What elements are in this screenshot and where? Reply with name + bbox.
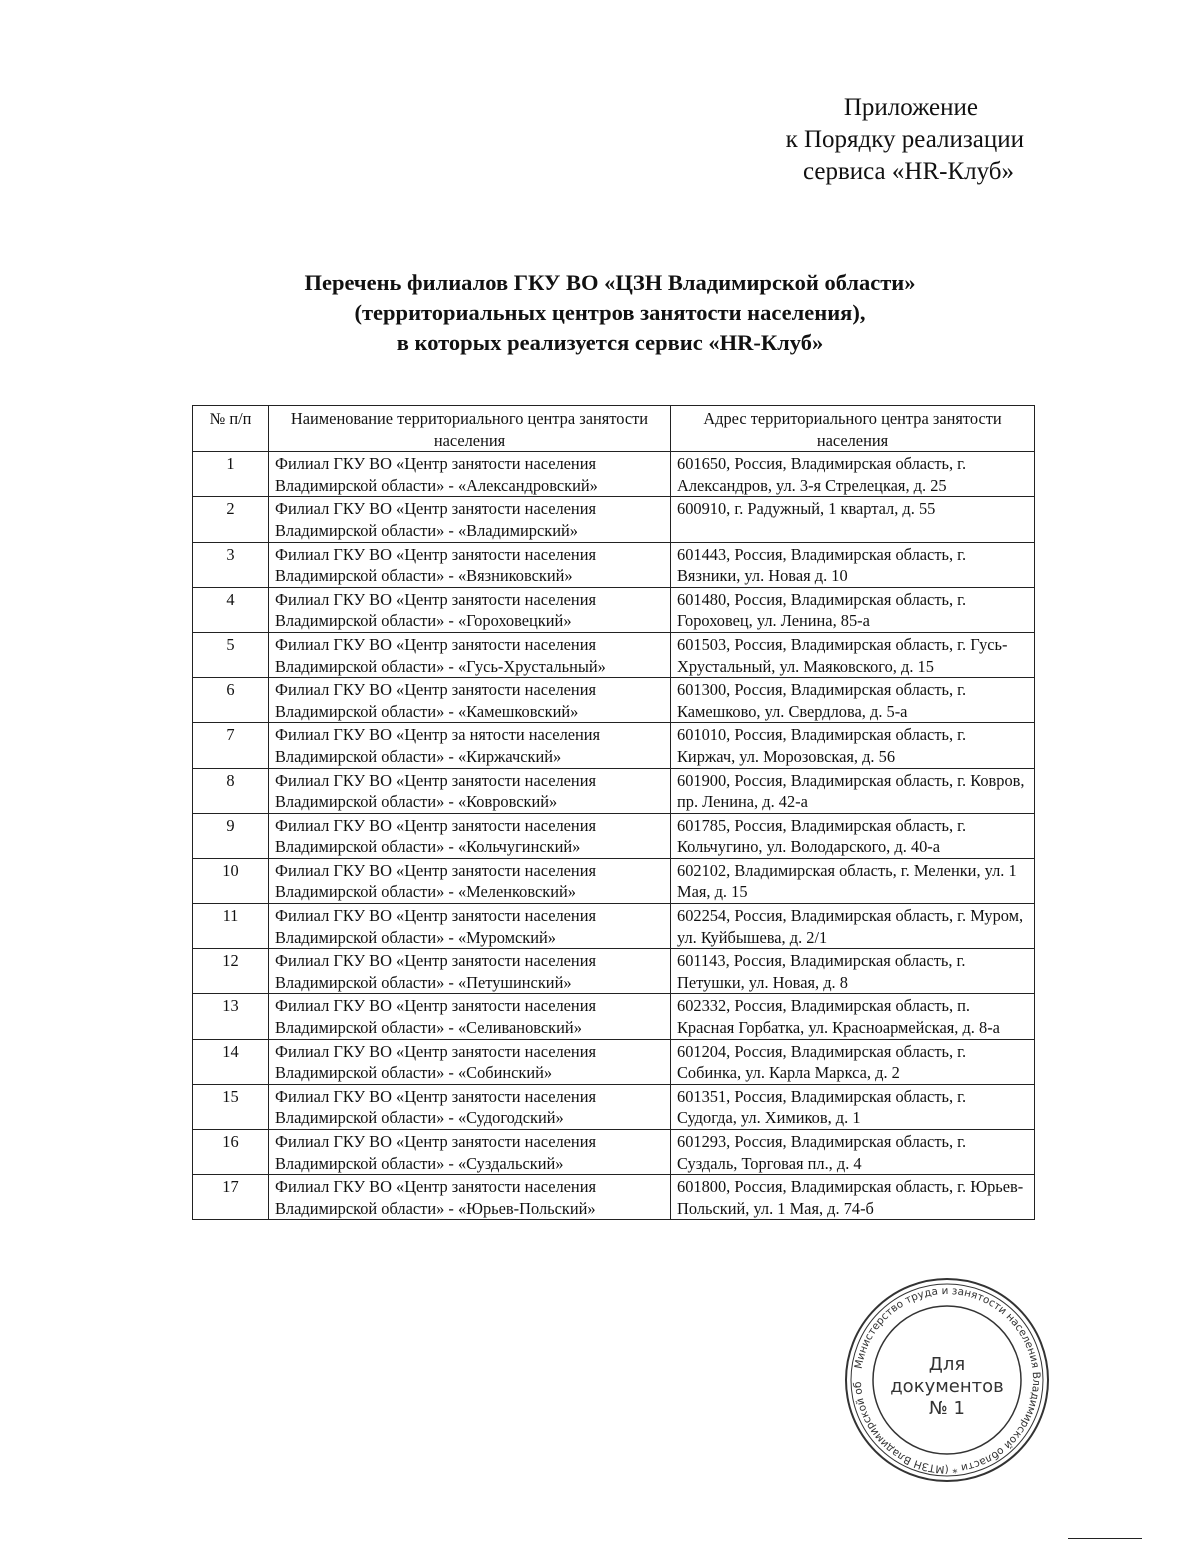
table-row (193, 904, 1035, 949)
row-address: 601351, Россия, Владимирская область, г. Судогда, ул. Химиков, д. 1 (671, 1084, 1035, 1129)
row-address: 602102, Владимирская область, г. Меленки, ул. 1 Мая, д. 15 (671, 858, 1035, 903)
row-branch-name: Филиал ГКУ ВО «Центр занятости населения Владимирской области» - «Меленковский» (269, 858, 671, 903)
title-line-2: (территориальных центров занятости населения), (354, 300, 866, 325)
row-branch-name: Филиал ГКУ ВО «Центр занятости населения Владимирской области» - «Вязниковский» (269, 542, 671, 587)
table-row (193, 723, 1035, 768)
table-row (193, 1175, 1035, 1220)
row-address: 601650, Россия, Владимирская область, г. Александров, ул. 3-я Стрелецкая, д. 25 (671, 452, 1035, 497)
row-address: 601300, Россия, Владимирская область, г. Камешково, ул. Свердлова, д. 5-а (671, 678, 1035, 723)
table-row (193, 1039, 1035, 1084)
appendix-note (704, 92, 1024, 188)
header-address: Адрес территориального центра занятости населения (671, 406, 1035, 452)
table-row (193, 813, 1035, 858)
row-number: 15 (193, 1084, 269, 1129)
row-address: 601204, Россия, Владимирская область, г. Собинка, ул. Карла Маркса, д. 2 (671, 1039, 1035, 1084)
row-number: 9 (193, 813, 269, 858)
stamp-line-1: Для (928, 1354, 966, 1375)
row-number: 6 (193, 678, 269, 723)
row-branch-name: Филиал ГКУ ВО «Центр занятости населения Владимирской области» - «Владимирский» (269, 497, 671, 542)
table-row (193, 949, 1035, 994)
row-number: 7 (193, 723, 269, 768)
row-number: 11 (193, 904, 269, 949)
row-number: 2 (193, 497, 269, 542)
row-address: 602332, Россия, Владимирская область, п. Красная Горбатка, ул. Красноармейская, д. 8-а (671, 994, 1035, 1039)
row-branch-name: Филиал ГКУ ВО «Центр занятости населения Владимирской области» - «Гусь-Хрустальный» (269, 632, 671, 677)
row-branch-name: Филиал ГКУ ВО «Центр занятости населения Владимирской области» - «Суздальский» (269, 1130, 671, 1175)
row-address: 601503, Россия, Владимирская область, г. Гусь-Хрустальный, ул. Маяковского, д. 15 (671, 632, 1035, 677)
row-address: 601800, Россия, Владимирская область, г. Юрьев-Польский, ул. 1 Мая, д. 74-б (671, 1175, 1035, 1220)
row-number: 1 (193, 452, 269, 497)
table-row (193, 1084, 1035, 1129)
row-address: 601443, Россия, Владимирская область, г. Вязники, ул. Новая д. 10 (671, 542, 1035, 587)
row-branch-name: Филиал ГКУ ВО «Центр занятости населения Владимирской области» - «Селивановский» (269, 994, 671, 1039)
row-branch-name: Филиал ГКУ ВО «Центр за нятости населения Владимирской области» - «Киржачский» (269, 723, 671, 768)
row-number: 13 (193, 994, 269, 1039)
title-line-3: в которых реализуется сервис «HR-Клуб» (396, 330, 824, 355)
table-row (193, 858, 1035, 903)
row-number: 8 (193, 768, 269, 813)
table-row (193, 994, 1035, 1039)
header-name: Наименование территориального центра занятости населения (269, 406, 671, 452)
row-branch-name: Филиал ГКУ ВО «Центр занятости населения Владимирской области» - «Кольчугинский» (269, 813, 671, 858)
row-number: 16 (193, 1130, 269, 1175)
row-branch-name: Филиал ГКУ ВО «Центр занятости населения Владимирской области» - «Александровский» (269, 452, 671, 497)
row-branch-name: Филиал ГКУ ВО «Центр занятости населения Владимирской области» - «Судогодский» (269, 1084, 671, 1129)
title-line-1: Перечень филиалов ГКУ ВО «ЦЗН Владимирской области» (304, 270, 916, 295)
row-address: 602254, Россия, Владимирская область, г. Муром, ул. Куйбышева, д. 2/1 (671, 904, 1035, 949)
row-address: 601143, Россия, Владимирская область, г. Петушки, ул. Новая, д. 8 (671, 949, 1035, 994)
appendix-line-3: сервиса «HR-Клуб» (802, 158, 1014, 185)
row-address: 601010, Россия, Владимирская область, г. Киржач, ул. Морозовская, д. 56 (671, 723, 1035, 768)
stamp-line-2: документов (890, 1376, 1004, 1397)
row-number: 5 (193, 632, 269, 677)
table-body (193, 452, 1035, 1220)
header-num: № п/п (193, 406, 269, 452)
row-address: 601785, Россия, Владимирская область, г. Кольчугино, ул. Володарского, д. 40-а (671, 813, 1035, 858)
row-branch-name: Филиал ГКУ ВО «Центр занятости населения Владимирской области» - «Гороховецкий» (269, 587, 671, 632)
table-row (193, 768, 1035, 813)
row-number: 14 (193, 1039, 269, 1084)
row-number: 17 (193, 1175, 269, 1220)
branches-table (192, 405, 1035, 1220)
row-address: 601480, Россия, Владимирская область, г. Гороховец, ул. Ленина, 85-а (671, 587, 1035, 632)
row-branch-name: Филиал ГКУ ВО «Центр занятости населения Владимирской области» - «Собинский» (269, 1039, 671, 1084)
row-number: 3 (193, 542, 269, 587)
footer-line (1068, 1538, 1142, 1539)
row-number: 10 (193, 858, 269, 903)
stamp-line-3: № 1 (929, 1398, 965, 1419)
table-row (193, 678, 1035, 723)
stamp-center-text (843, 1354, 1051, 1420)
table-row (193, 1130, 1035, 1175)
appendix-line-2: к Порядку реализации (785, 126, 1024, 153)
table-row (193, 497, 1035, 542)
stamp-ring-text: Министерство труда и занятости населения Владимирской области * (МТЗН Владимирской об (851, 1284, 1043, 1476)
row-branch-name: Филиал ГКУ ВО «Центр занятости населения Владимирской области» - «Ковровский» (269, 768, 671, 813)
row-number: 12 (193, 949, 269, 994)
row-branch-name: Филиал ГКУ ВО «Центр занятости населения Владимирской области» - «Юрьев-Польский» (269, 1175, 671, 1220)
row-address: 600910, г. Радужный, 1 квартал, д. 55 (671, 497, 1035, 542)
appendix-line-1: Приложение (843, 94, 978, 121)
row-number: 4 (193, 587, 269, 632)
table-row (193, 587, 1035, 632)
row-branch-name: Филиал ГКУ ВО «Центр занятости населения Владимирской области» - «Камешковский» (269, 678, 671, 723)
table-row (193, 452, 1035, 497)
row-address: 601900, Россия, Владимирская область, г. Ковров, пр. Ленина, д. 42-а (671, 768, 1035, 813)
official-stamp (843, 1276, 1051, 1484)
row-branch-name: Филиал ГКУ ВО «Центр занятости населения Владимирской области» - «Муромский» (269, 904, 671, 949)
document-title (190, 268, 1030, 358)
row-branch-name: Филиал ГКУ ВО «Центр занятости населения Владимирской области» - «Петушинский» (269, 949, 671, 994)
table-row (193, 542, 1035, 587)
table-row (193, 632, 1035, 677)
row-address: 601293, Россия, Владимирская область, г. Суздаль, Торговая пл., д. 4 (671, 1130, 1035, 1175)
table-header-row (193, 406, 1035, 452)
